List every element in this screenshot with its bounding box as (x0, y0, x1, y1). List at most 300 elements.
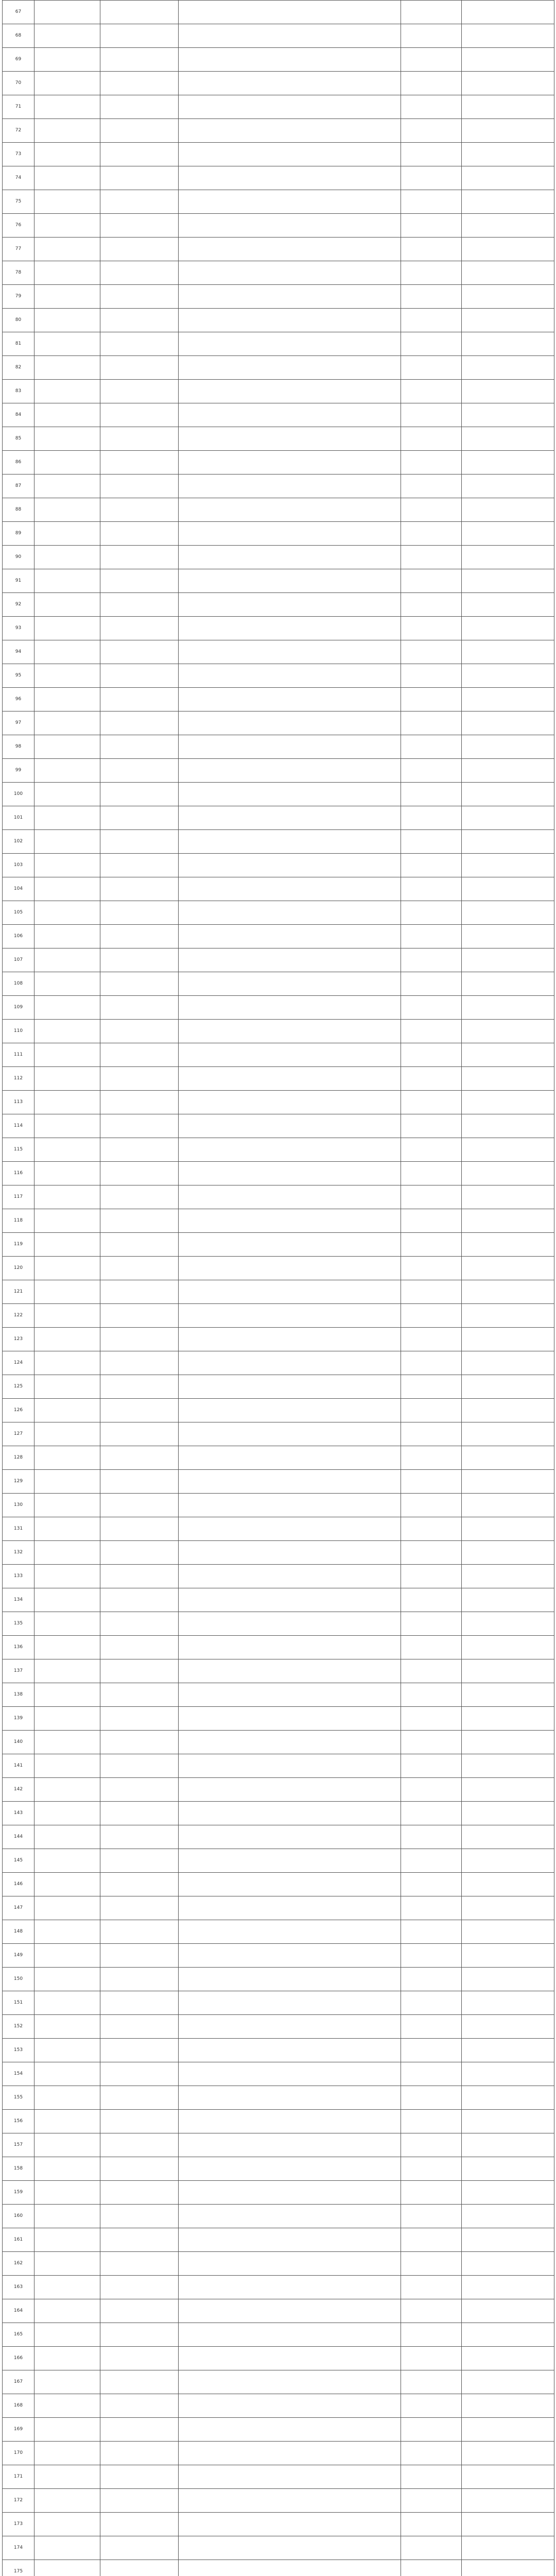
row-number: 76 (3, 214, 34, 238)
application-mode-cell (401, 617, 462, 640)
row-number: 80 (3, 309, 34, 332)
policy-content-cell (179, 925, 401, 948)
department-cell (34, 1020, 100, 1043)
table-row (3, 1754, 554, 1778)
row-number: 129 (3, 1470, 34, 1494)
table-row (3, 2347, 554, 2370)
policy-item-cell (100, 238, 179, 261)
policy-item-cell (100, 1399, 179, 1422)
application-mode-cell (401, 166, 462, 190)
application-mode-cell (401, 24, 462, 48)
table-row (3, 24, 554, 48)
policy-content-cell (179, 711, 401, 735)
contact-cell (462, 427, 554, 451)
department-cell (34, 380, 100, 403)
application-mode-cell (401, 1920, 462, 1944)
application-mode-cell (401, 1043, 462, 1067)
policy-content-cell (179, 2015, 401, 2039)
table-row (3, 546, 554, 569)
row-number: 101 (3, 806, 34, 830)
policy-content-cell (179, 238, 401, 261)
contact-cell (462, 1683, 554, 1707)
contact-cell (462, 190, 554, 214)
contact-cell (462, 1162, 554, 1185)
table-row (3, 2536, 554, 2560)
table-row (3, 1351, 554, 1375)
application-mode-cell (401, 2157, 462, 2181)
policy-item-cell (100, 2252, 179, 2276)
row-number: 135 (3, 1612, 34, 1636)
policy-item-cell (100, 783, 179, 806)
table-row (3, 2039, 554, 2062)
application-mode-cell (401, 1683, 462, 1707)
policy-content-cell (179, 498, 401, 522)
row-number: 93 (3, 617, 34, 640)
policy-item-cell (100, 1020, 179, 1043)
policy-item-cell (100, 1304, 179, 1328)
contact-cell (462, 2299, 554, 2323)
table-row (3, 2465, 554, 2489)
department-cell (34, 1446, 100, 1470)
policy-item-cell (100, 1731, 179, 1754)
contact-cell (462, 1422, 554, 1446)
department-cell (34, 1114, 100, 1138)
contact-cell (462, 2110, 554, 2133)
policy-content-cell (179, 1446, 401, 1470)
department-cell (34, 2157, 100, 2181)
policy-content-cell (179, 996, 401, 1020)
policy-content-cell (179, 688, 401, 711)
policy-item-cell (100, 1494, 179, 1517)
application-mode-cell (401, 972, 462, 996)
contact-cell (462, 2015, 554, 2039)
contact-cell (462, 1304, 554, 1328)
department-cell (34, 854, 100, 877)
policy-content-cell (179, 1517, 401, 1541)
policy-content-cell (179, 1043, 401, 1067)
department-cell (34, 1636, 100, 1659)
policy-item-cell (100, 2133, 179, 2157)
table-row (3, 48, 554, 72)
contact-cell (462, 1209, 554, 1233)
table-row (3, 1162, 554, 1185)
table-row (3, 1612, 554, 1636)
row-number: 71 (3, 95, 34, 119)
contact-cell (462, 261, 554, 285)
table-row (3, 830, 554, 854)
department-cell (34, 1991, 100, 2015)
policy-content-cell (179, 2299, 401, 2323)
policy-content-cell (179, 2347, 401, 2370)
policy-content-cell (179, 1968, 401, 1991)
table-row (3, 1873, 554, 1896)
application-mode-cell (401, 1991, 462, 2015)
application-mode-cell (401, 1565, 462, 1588)
policy-content-cell (179, 1351, 401, 1375)
contact-cell (462, 996, 554, 1020)
contact-cell (462, 356, 554, 380)
application-mode-cell (401, 806, 462, 830)
department-cell (34, 214, 100, 238)
application-mode-cell (401, 2086, 462, 2110)
policy-item-cell (100, 1683, 179, 1707)
contact-cell (462, 1849, 554, 1873)
policy-content-cell (179, 830, 401, 854)
application-mode-cell (401, 1185, 462, 1209)
policy-content-cell (179, 285, 401, 309)
table-row (3, 1067, 554, 1091)
row-number: 165 (3, 2323, 34, 2347)
table-row (3, 1849, 554, 1873)
policy-content-cell (179, 1257, 401, 1280)
department-cell (34, 948, 100, 972)
table-row (3, 617, 554, 640)
department-cell (34, 2442, 100, 2465)
policy-item-cell (100, 1636, 179, 1659)
department-cell (34, 1754, 100, 1778)
application-mode-cell (401, 332, 462, 356)
policy-content-cell (179, 640, 401, 664)
policy-item-cell (100, 948, 179, 972)
row-number: 89 (3, 522, 34, 546)
row-number: 161 (3, 2228, 34, 2252)
application-mode-cell (401, 522, 462, 546)
policy-content-cell (179, 2489, 401, 2513)
row-number: 72 (3, 119, 34, 143)
table-row (3, 2086, 554, 2110)
department-cell (34, 1138, 100, 1162)
department-cell (34, 546, 100, 569)
policy-content-cell (179, 1091, 401, 1114)
application-mode-cell (401, 1849, 462, 1873)
policy-item-cell (100, 143, 179, 166)
table-row (3, 2062, 554, 2086)
row-number: 148 (3, 1920, 34, 1944)
row-number: 139 (3, 1707, 34, 1731)
application-mode-cell (401, 309, 462, 332)
application-mode-cell (401, 2442, 462, 2465)
row-number: 84 (3, 403, 34, 427)
row-number: 107 (3, 948, 34, 972)
department-cell (34, 1612, 100, 1636)
policy-content-cell (179, 214, 401, 238)
table-row (3, 1138, 554, 1162)
policy-content-cell (179, 1114, 401, 1138)
application-mode-cell (401, 2276, 462, 2299)
table-row (3, 1422, 554, 1446)
contact-cell (462, 1991, 554, 2015)
policy-content-cell (179, 1565, 401, 1588)
application-mode-cell (401, 783, 462, 806)
application-mode-cell (401, 1304, 462, 1328)
application-mode-cell (401, 901, 462, 925)
policy-item-cell (100, 972, 179, 996)
department-cell (34, 617, 100, 640)
policy-item-cell (100, 1968, 179, 1991)
table-row (3, 214, 554, 238)
policy-content-cell (179, 2252, 401, 2276)
contact-cell (462, 1873, 554, 1896)
row-number: 99 (3, 759, 34, 783)
policy-content-cell (179, 1636, 401, 1659)
department-cell (34, 1778, 100, 1802)
policy-content-cell (179, 356, 401, 380)
policy-item-cell (100, 1185, 179, 1209)
department-cell (34, 2347, 100, 2370)
contact-cell (462, 1517, 554, 1541)
department-cell (34, 1209, 100, 1233)
row-number: 128 (3, 1446, 34, 1470)
row-number: 115 (3, 1138, 34, 1162)
contact-cell (462, 1731, 554, 1754)
contact-cell (462, 2418, 554, 2442)
table-row (3, 664, 554, 688)
policy-item-cell (100, 1754, 179, 1778)
table-row (3, 948, 554, 972)
row-number: 146 (3, 1873, 34, 1896)
policy-content-cell (179, 309, 401, 332)
policy-item-cell (100, 1446, 179, 1470)
policy-content-cell (179, 1849, 401, 1873)
table-row (3, 2015, 554, 2039)
table-row (3, 2110, 554, 2133)
contact-cell (462, 1091, 554, 1114)
contact-cell (462, 1659, 554, 1683)
policy-item-cell (100, 2489, 179, 2513)
policy-content-cell (179, 1422, 401, 1446)
contact-cell (462, 1896, 554, 1920)
row-number: 100 (3, 783, 34, 806)
row-number: 169 (3, 2418, 34, 2442)
policy-content-cell (179, 474, 401, 498)
department-cell (34, 1257, 100, 1280)
row-number: 86 (3, 451, 34, 474)
row-number: 90 (3, 546, 34, 569)
policy-content-cell (179, 735, 401, 759)
table-row (3, 1541, 554, 1565)
policy-item-cell (100, 498, 179, 522)
row-number: 127 (3, 1422, 34, 1446)
department-cell (34, 830, 100, 854)
department-cell (34, 1091, 100, 1114)
department-cell (34, 522, 100, 546)
table-row (3, 2299, 554, 2323)
table-row (3, 996, 554, 1020)
application-mode-cell (401, 119, 462, 143)
policy-item-cell (100, 569, 179, 593)
row-number: 102 (3, 830, 34, 854)
application-mode-cell (401, 1517, 462, 1541)
contact-cell (462, 48, 554, 72)
row-number: 67 (3, 1, 34, 24)
policy-content-cell (179, 1896, 401, 1920)
table-row (3, 522, 554, 546)
department-cell (34, 1280, 100, 1304)
row-number: 82 (3, 356, 34, 380)
application-mode-cell (401, 925, 462, 948)
row-number: 156 (3, 2110, 34, 2133)
department-cell (34, 451, 100, 474)
row-number: 83 (3, 380, 34, 403)
department-cell (34, 1541, 100, 1565)
table-row (3, 1304, 554, 1328)
policy-item-cell (100, 1991, 179, 2015)
application-mode-cell (401, 830, 462, 854)
row-number: 149 (3, 1944, 34, 1968)
contact-cell (462, 2181, 554, 2205)
table-row (3, 332, 554, 356)
department-cell (34, 1375, 100, 1399)
application-mode-cell (401, 1280, 462, 1304)
department-cell (34, 2536, 100, 2560)
application-mode-cell (401, 403, 462, 427)
department-cell (34, 735, 100, 759)
department-cell (34, 2418, 100, 2442)
application-mode-cell (401, 48, 462, 72)
table-row (3, 2181, 554, 2205)
department-cell (34, 119, 100, 143)
row-number: 172 (3, 2489, 34, 2513)
policy-item-cell (100, 427, 179, 451)
contact-cell (462, 451, 554, 474)
contact-cell (462, 214, 554, 238)
row-number: 136 (3, 1636, 34, 1659)
row-number: 168 (3, 2394, 34, 2418)
row-number: 171 (3, 2465, 34, 2489)
application-mode-cell (401, 1778, 462, 1802)
policy-item-cell (100, 901, 179, 925)
department-cell (34, 1399, 100, 1422)
contact-cell (462, 735, 554, 759)
contact-cell (462, 72, 554, 95)
policy-content-cell (179, 95, 401, 119)
row-number: 132 (3, 1541, 34, 1565)
policy-item-cell (100, 2394, 179, 2418)
row-number: 153 (3, 2039, 34, 2062)
table-row (3, 1802, 554, 1825)
policy-content-cell (179, 854, 401, 877)
application-mode-cell (401, 546, 462, 569)
policy-content-cell (179, 1612, 401, 1636)
row-number: 138 (3, 1683, 34, 1707)
row-number: 157 (3, 2133, 34, 2157)
policy-item-cell (100, 474, 179, 498)
row-number: 150 (3, 1968, 34, 1991)
policy-content-cell (179, 1375, 401, 1399)
policy-content-cell (179, 1541, 401, 1565)
policy-item-cell (100, 2536, 179, 2560)
row-number: 98 (3, 735, 34, 759)
policy-item-cell (100, 1375, 179, 1399)
department-cell (34, 1920, 100, 1944)
contact-cell (462, 948, 554, 972)
contact-cell (462, 806, 554, 830)
policy-content-cell (179, 1138, 401, 1162)
contact-cell (462, 1185, 554, 1209)
table-row (3, 2442, 554, 2465)
contact-cell (462, 593, 554, 617)
policy-content-cell (179, 1185, 401, 1209)
contact-cell (462, 1612, 554, 1636)
department-cell (34, 783, 100, 806)
department-cell (34, 1067, 100, 1091)
department-cell (34, 1185, 100, 1209)
table-row (3, 640, 554, 664)
row-number: 106 (3, 925, 34, 948)
contact-cell (462, 2560, 554, 2576)
row-number: 134 (3, 1588, 34, 1612)
policy-content-cell (179, 119, 401, 143)
row-number: 108 (3, 972, 34, 996)
department-cell (34, 901, 100, 925)
contact-cell (462, 1470, 554, 1494)
policy-item-cell (100, 1541, 179, 1565)
policy-content-cell (179, 2039, 401, 2062)
row-number: 112 (3, 1067, 34, 1091)
contact-cell (462, 925, 554, 948)
table-row (3, 356, 554, 380)
application-mode-cell (401, 1944, 462, 1968)
application-mode-cell (401, 1802, 462, 1825)
department-cell (34, 1896, 100, 1920)
department-cell (34, 2560, 100, 2576)
policy-content-cell (179, 1233, 401, 1257)
department-cell (34, 1233, 100, 1257)
policy-content-cell (179, 2157, 401, 2181)
application-mode-cell (401, 261, 462, 285)
row-number: 143 (3, 1802, 34, 1825)
contact-cell (462, 1257, 554, 1280)
application-mode-cell (401, 2513, 462, 2536)
row-number: 123 (3, 1328, 34, 1351)
policy-item-cell (100, 1470, 179, 1494)
department-cell (34, 1588, 100, 1612)
row-number: 70 (3, 72, 34, 95)
department-cell (34, 1517, 100, 1541)
policy-item-cell (100, 2062, 179, 2086)
row-number: 141 (3, 1754, 34, 1778)
row-number: 137 (3, 1659, 34, 1683)
application-mode-cell (401, 190, 462, 214)
department-cell (34, 95, 100, 119)
department-cell (34, 1494, 100, 1517)
department-cell (34, 427, 100, 451)
policy-content-cell (179, 1731, 401, 1754)
contact-cell (462, 688, 554, 711)
contact-cell (462, 783, 554, 806)
contact-cell (462, 854, 554, 877)
department-cell (34, 190, 100, 214)
row-number: 122 (3, 1304, 34, 1328)
application-mode-cell (401, 688, 462, 711)
row-number: 81 (3, 332, 34, 356)
application-mode-cell (401, 380, 462, 403)
row-number: 109 (3, 996, 34, 1020)
table-row (3, 1257, 554, 1280)
row-number: 145 (3, 1849, 34, 1873)
policy-content-cell (179, 1991, 401, 2015)
policy-content-cell (179, 1162, 401, 1185)
policy-item-cell (100, 261, 179, 285)
application-mode-cell (401, 2536, 462, 2560)
policy-content-cell (179, 2110, 401, 2133)
table-row (3, 2370, 554, 2394)
application-mode-cell (401, 948, 462, 972)
contact-cell (462, 664, 554, 688)
application-mode-cell (401, 95, 462, 119)
contact-cell (462, 1825, 554, 1849)
policy-item-cell (100, 640, 179, 664)
